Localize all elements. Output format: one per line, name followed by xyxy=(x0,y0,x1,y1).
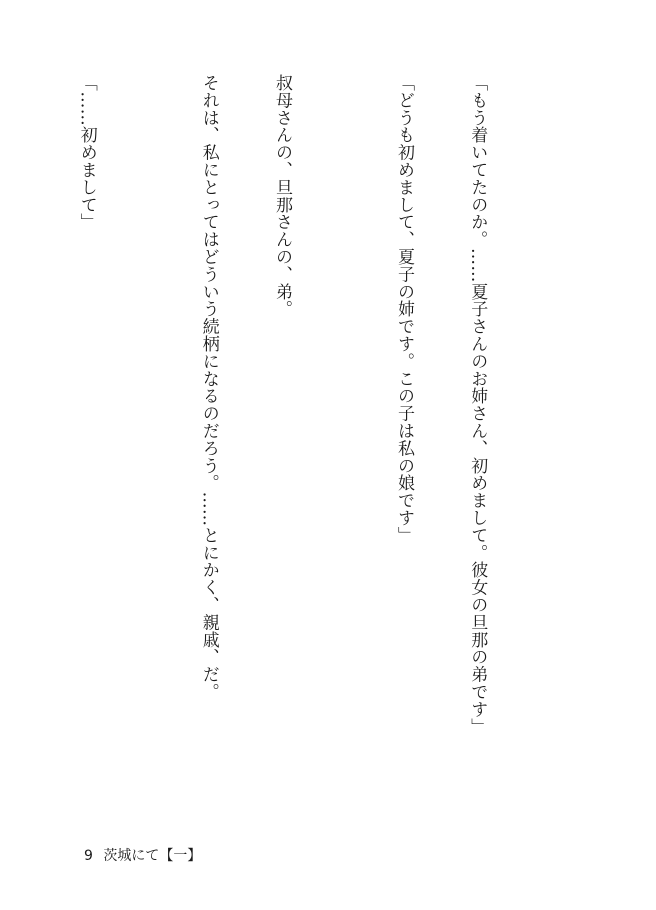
vertical-text-body xyxy=(0,74,538,774)
text-line: 「……初めまして」 xyxy=(76,74,97,231)
text-line: それは、私にとってはどういう続柄になるのだろう。……とにかく、親戚、だ。 xyxy=(198,74,219,701)
text-line: 「もう着いてたのか。……夏子さんのお姉さん、初めまして。彼女の旦那の弟です」 xyxy=(467,74,488,736)
chapter-title: 茨城にて【一】 xyxy=(103,848,202,864)
page-footer xyxy=(84,845,201,865)
page-number: 9 xyxy=(84,848,93,864)
text-line: 叔母さんの、旦那さんの、弟。 xyxy=(271,74,292,318)
text-line: 「どうも初めまして、夏子の姉です。この子は私の娘です」 xyxy=(393,74,414,544)
